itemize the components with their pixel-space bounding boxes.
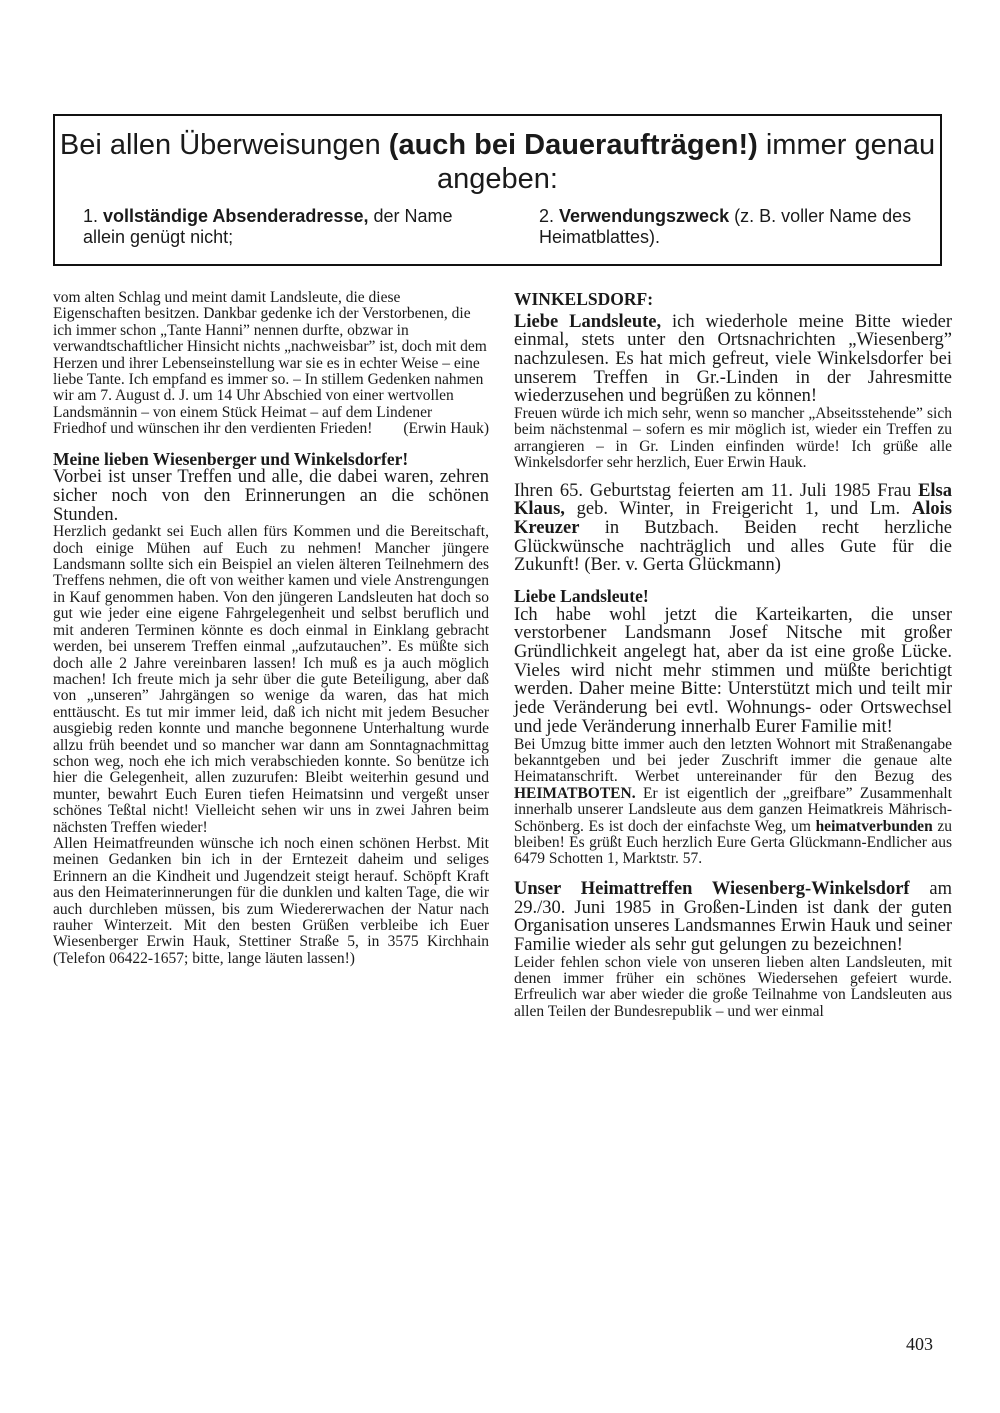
reunion-paragraph: Unser Heimattreffen Wiesenberg-Winkelsdorf am 29./30. Juni 1985 in Großen-Linden ist dank der guten Organisation unseres Landsmannes Erwin Hauk und seiner Familie wieder als sehr gut gelungen zu bezeichnen! [514, 878, 953, 955]
reunion-detail-paragraph: Leider fehlen schon viele von unseren lieben alten Landsleuten, mit denen immer früher ein schönes Wiedersehen gefeiert wurde. Erfreulich war aber wieder die große Teilnahme von Landsleuten aus allen Teilen der Bundesrepublik – und wer einmal [514, 953, 952, 1020]
birthday-paragraph: Ihren 65. Geburtstag feierten am 11. Juli 1985 Frau Elsa Klaus, geb. Winter, in Freigericht 1, und Lm. Alois Kreuzer in Butzbach. Beiden recht herzliche Glückwünsche nachträglich und alles Gute für die Zukunft! (Ber. v. Gerta Glückmann) [514, 480, 952, 576]
right-column [514, 290, 952, 1020]
card-index-paragraph: Ich habe wohl jetzt die Karteikarten, die unser verstorbener Landsmann Josef Nitsche mit großer Gründlichkeit angelegt hat, aber da ist eine große Lücke. Vieles wird nicht mehr stimmen und müßte berichtigt werden. Daher meine Bitte: Unterstützt mich und teilt mir jede Veränderung bei evtl. Wohnungs- oder Ortswechsel und jede Veränderung innerhalb Eurer Familie mit! [514, 604, 952, 737]
birthday-name-2: Alois Kreuzer [514, 499, 952, 539]
closing-paragraph: Allen Heimatfreunden wünsche ich noch einen schönen Herbst. Mit meinen Gedanken bin ich in der Erntezeit daheim und seliges Erinnern an die Kindheit und Jugendzeit steigt herauf. Schöpft Kraft aus den Heimaterinnerungen für die dunklen und kalten Tage, die wir auch durchleben müssen, bis zum Wiedererwachen der Natur nach rauher Winterzeit. Mit den besten Grüßen verbleibe ich Euer Wiesenberger Erwin Hauk, Stettiner Straße 5, in 3575 Kirchhain (Telefon 06422-1657; bitte, lange läuten lassen!) [53, 834, 489, 967]
page-number: 403 [906, 1334, 933, 1354]
relocation-paragraph: Bei Umzug bitte immer auch den letzten Wohnort mit Straßenangabe bekanntgeben und bei jeder Zuschrift immer die genaue alte Heimatanschrift. Werbet untereinander für den Bezug des HEIMATBOTEN. Er ist eigentlich der „greifbare” Zusammenhalt innerhalb unserer Landsleute aus dem ganzen Heimatkreis Mährisch-Schönberg. Es ist doch der einfachste Weg, um heimatverbunden zu bleiben! Es grüßt Euch herzlich Eure Gerta Glückmann-Endlicher aus 6479 Schotten 1, Marktstr. 57. [514, 735, 952, 868]
notice-item-2: 2. Verwendungszweck (z. B. voller Name des Heimatblattes). [539, 206, 912, 247]
reunion-heading: Unser Heimattreffen Wiesenberg-Winkelsdorf [514, 878, 910, 899]
winkelsdorf-paragraph: Liebe Landsleute, ich wiederhole meine Bitte wieder einmal, stets unter den Ortsnachrichten „Wiesenberg” nachzulesen. Es hat mich gefreut, viele Winkelsdorfer bei unserem Treffen in Gr.-Linden in der Jahresmitte wiederzusehen und begrüßen zu können! [514, 311, 952, 407]
notice-headline: Bei allen Überweisungen (auch bei Daueraufträgen!) immer genau angeben: [59, 129, 936, 195]
thanks-paragraph: Herzlich gedankt sei Euch allen fürs Kommen und die Bereitschaft, doch einige Mühen auf Euch zu nehmen! Mancher jüngere Landsmann sollte sich ein Beispiel an vielen älteren Teilnehmern des Treffens nehmen, die oft von weither kamen und viele Anstrengungen in Kauf genommen haben. Von den jüngeren Landsleuten hat doch so gut wie jeder eine eigene Fahrgelegenheit und selbst beruflich und mit anderen Terminen könnte es doch einmal in Einklang gebracht werden, bei unserem Treffen einmal „aufzutauchen”. Es müßte sich doch alle 2 Jahre vereinbaren lassen! Ich muß es ja auch möglich machen! Ich freute mich ja sehr über die gute Beteiligung, aber daß von „unseren” Jahrgängen so wenige da waren, das hat mich enttäuscht. Es tut mir immer leid, daß ich nicht mit jedem Besucher ausgiebig reden konnte und manche begonnene Unterhaltung wurde allzu früh beendet und so mancher war dann am Sonntagnachmittag schon weg, noch ehe ich mich verabschieden konnte. So benütze ich hier die Gelegenheit, allen zuzurufen: Bleibt weiterhin gesund und munter, bewahrt Euch Euren tiefen Heimatsinn und vergeßt unser schönes Teßtal nicht! Vielleicht sehen wir uns in zwei Jahren beim nächsten Treffen wieder! [53, 523, 489, 836]
winkelsdorf-greeting: Freuen würde ich mich sehr, wenn so mancher „Abseitsstehende” sich beim nächstenmal – sofern es mir möglich ist, wieder ein Treffen zu arrangieren – in Gr. Linden einfinden würde! Ich grüße alle Winkelsdorfer sehr herzlich, Euer Erwin Hauk. [514, 405, 952, 472]
notice-item-1: 1. vollständige Absenderadresse, der Name allein genügt nicht; [83, 206, 453, 247]
greeting-heading: Meine lieben Wiesenberger und Winkelsdorfer! [53, 448, 409, 469]
obituary-signature: (Erwin Hauk) [403, 420, 489, 438]
winkelsdorf-heading: WINKELSDORF: [514, 289, 654, 309]
left-column [53, 290, 489, 967]
notice-box [53, 114, 942, 266]
intro-paragraph: Vorbei ist unser Treffen und alle, die dabei waren, zehren sicher noch von den Erinnerungen an die schönen Stunden. [53, 467, 489, 525]
birthday-name-1: Elsa Klaus, [514, 480, 952, 520]
card-index-heading: Liebe Landsleute! [514, 586, 649, 607]
obituary-paragraph: vom alten Schlag und meint damit Landsleute, die diese Eigenschaften besitzen. Dankbar gedenke ich der Verstorbenen, die ich immer schon „Tante Hanni” nennen durfte, obzwar in verwandtschaftlicher Hinsicht nichts „nachweisbar” ist, doch mit dem Herzen und ihrer Lebenseinstellung war sie es in echter Weise – eine liebe Tante. Ich empfand es immer so. – In stillem Gedenken nahmen wir am 7. August d. J. um 14 Uhr Abschied von einer wertvollen Landsmännin – von einem Stück Heimat – auf dem Lindener Friedhof und wünschen ihr den verdienten Frieden! (Erwin Hauk) [53, 289, 489, 438]
notice-headline-emphasis: (auch bei Daueraufträgen!) [388, 129, 758, 161]
